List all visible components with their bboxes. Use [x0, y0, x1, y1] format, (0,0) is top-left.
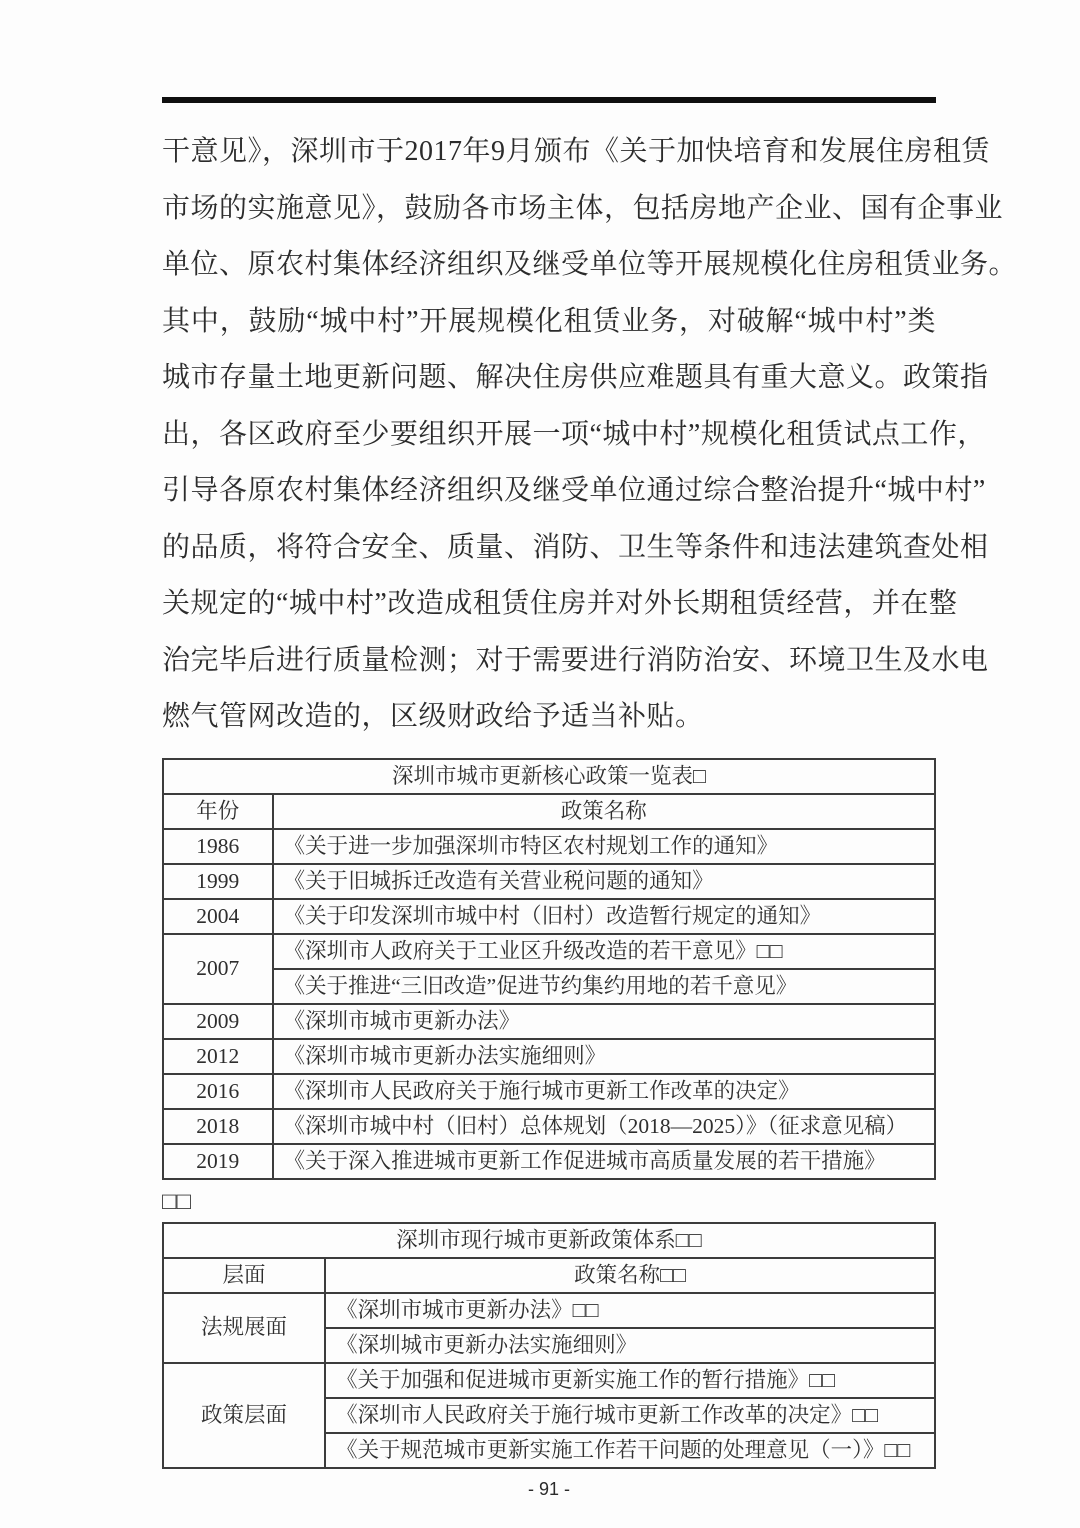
policy-cell: 《深圳市人政府关于工业区升级改造的若干意见》□□	[273, 934, 935, 969]
policy-cell: 《深圳市城市更新办法》	[273, 1004, 935, 1039]
policy-cell: 《关于印发深圳市城中村（旧村）改造暂行规定的通知》	[273, 899, 935, 934]
paragraph-line: 市场的实施意见》，鼓励各市场主体，包括房地产企业、国有企事业	[162, 192, 1004, 224]
paragraph-line: 关规定的“城中村”改造成租赁住房并对外长期租赁经营，并在整	[162, 588, 958, 619]
paragraph-line: 干意见》，深圳市于2017年9月颁布《关于加快培育和发展住房租赁	[162, 136, 991, 167]
paragraph-line: 的品质，将符合安全、质量、消防、卫生等条件和违法建筑查处相	[162, 531, 989, 563]
policy-cell: 《深圳市城市更新办法》□□	[325, 1293, 935, 1328]
table-row	[163, 1144, 935, 1179]
year-cell: 2004	[163, 899, 273, 934]
table-row	[163, 1109, 935, 1144]
paragraph-line: 治完毕后进行质量检测；对于需要进行消防治安、环境卫生及水电	[162, 644, 989, 676]
page-content	[162, 0, 1018, 1500]
table-header-row	[163, 1258, 935, 1293]
table-row	[163, 899, 935, 934]
year-header-cell: 年份	[163, 794, 273, 829]
table-row	[163, 1039, 935, 1074]
table-header-row	[163, 794, 935, 829]
policy-cell: 《关于进一步加强深圳市特区农村规划工作的通知》	[273, 829, 935, 864]
paragraph-line: 其中，鼓励“城中村”开展规模化租赁业务，对破解“城中村”类	[162, 305, 936, 337]
year-cell: 2016	[163, 1074, 273, 1109]
policy-cell: 《关于深入推进城市更新工作促进城市高质量发展的若干措施》	[273, 1144, 935, 1179]
policy-header-cell: 政策名称	[273, 794, 935, 829]
policy-cell: 《关于规范城市更新实施工作若干问题的处理意见（一）》□□	[325, 1433, 935, 1468]
table-row	[163, 1074, 935, 1109]
header-rule	[162, 97, 936, 103]
table-row	[163, 934, 935, 969]
level-cell: 法规展面	[163, 1293, 325, 1363]
level-header-cell: 层面	[163, 1258, 325, 1293]
paragraph-line: 单位、原农村集体经济组织及继受单位等开展规模化住房租赁业务。	[162, 249, 1018, 280]
table1-title: 深圳市城市更新核心政策一览表□	[163, 759, 935, 794]
policy-header-cell: 政策名称□□	[325, 1258, 935, 1293]
policy-table-current	[162, 1222, 936, 1469]
year-cell: 2009	[163, 1004, 273, 1039]
paragraph-line: 引导各原农村集体经济组织及继受单位通过综合整治提升“城中村”	[162, 475, 986, 506]
policy-cell: 《关于推进“三旧改造”促进节约集约用地的若千意见》	[273, 969, 935, 1004]
table-title-row	[163, 759, 935, 794]
policy-table-core	[162, 758, 936, 1180]
year-cell: 1999	[163, 864, 273, 899]
policy-cell: 《深圳城市更新办法实施细则》	[325, 1328, 935, 1363]
table-row	[163, 969, 935, 1004]
policy-cell: 《深圳市人民政府关于施行城市更新工作改革的决定》□□	[325, 1398, 935, 1433]
paragraph-line: 出，各区政府至少要组织开展一项“城中村”规模化租赁试点工作，	[162, 418, 986, 450]
table-row	[163, 1293, 935, 1328]
year-cell: 2019	[163, 1144, 273, 1179]
policy-cell: 《深圳市人民政府关于施行城市更新工作改革的决定》	[273, 1074, 935, 1109]
table-row	[163, 864, 935, 899]
page-number: - 91 -	[527, 1478, 570, 1499]
table-title-row	[163, 1223, 935, 1258]
table2-title: 深圳市现行城市更新政策体系□□	[163, 1223, 935, 1258]
year-cell: 2018	[163, 1109, 273, 1144]
body-paragraph	[162, 124, 1018, 746]
level-cell: 政策层面	[163, 1363, 325, 1468]
between-tables-placeholder: □□	[162, 1188, 191, 1215]
policy-cell: 《关于旧城拆迁改造有关营业税问题的通知》	[273, 864, 935, 899]
table-row	[163, 829, 935, 864]
policy-cell: 《深圳市城中村（旧村）总体规划（2018—2025）》（征求意见稿）	[273, 1109, 935, 1144]
paragraph-line: 燃气管网改造的，区级财政给予适当补贴。	[162, 701, 704, 732]
year-cell: 2012	[163, 1039, 273, 1074]
year-cell: 2007	[163, 934, 273, 1004]
paragraph-line: 城市存量土地更新问题、解决住房供应难题具有重大意义。政策指	[162, 362, 989, 393]
year-cell: 1986	[163, 829, 273, 864]
table-row	[163, 1363, 935, 1398]
policy-cell: 《关于加强和促进城市更新实施工作的暂行措施》□□	[325, 1363, 935, 1398]
table-row	[163, 1004, 935, 1039]
policy-cell: 《深圳市城市更新办法实施细则》	[273, 1039, 935, 1074]
